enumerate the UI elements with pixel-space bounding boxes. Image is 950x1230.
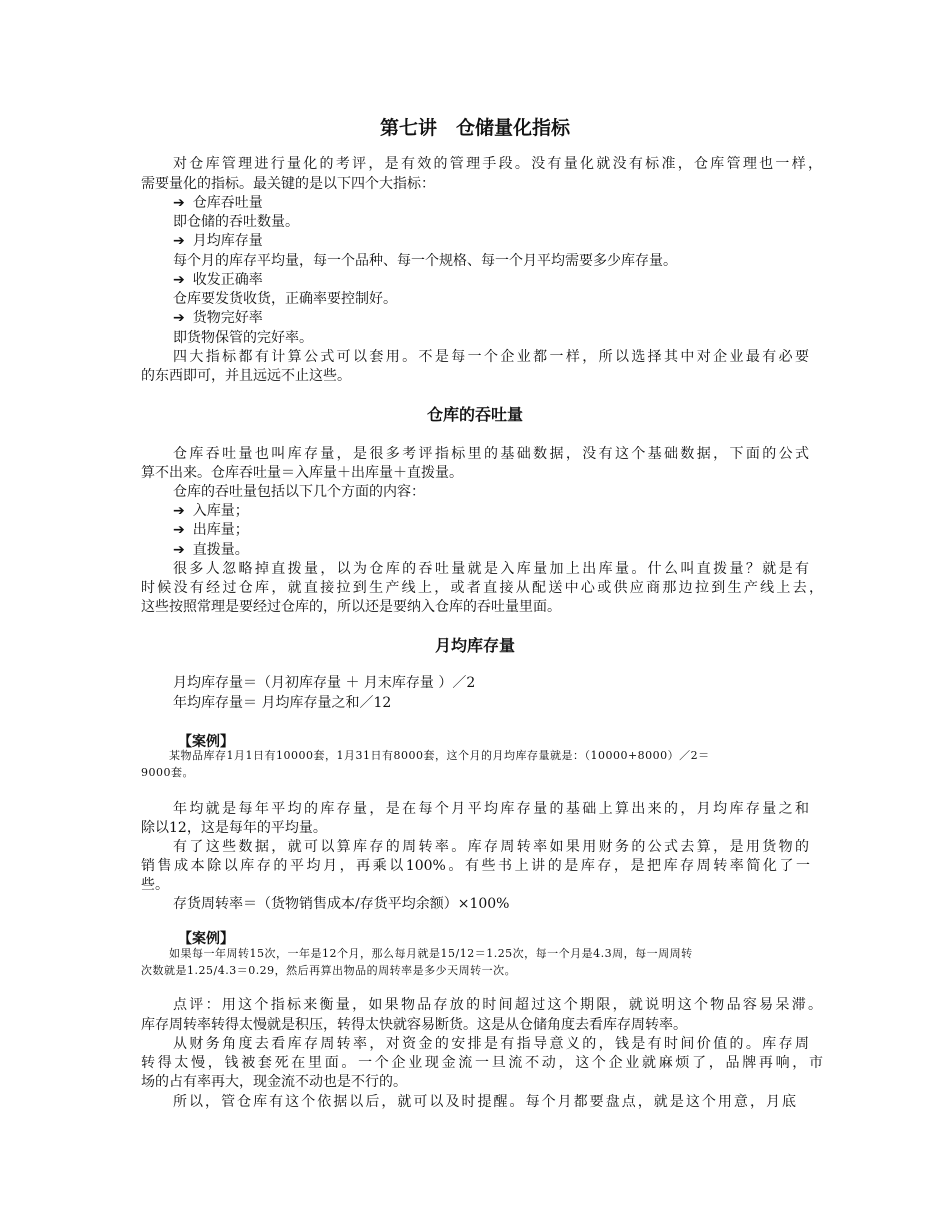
paragraph-line: 场的占有率再大，现金流不动也是不行的。 <box>141 1074 407 1090</box>
intro-summary: 四大指标都有计算公式可以套用。不是每一个企业都一样，所以选择其中对企业最有必要 <box>173 349 809 365</box>
bullet-label: 出库量； <box>192 522 249 538</box>
case-label: 【案例】 <box>178 931 234 947</box>
arrow-right-icon: ➔ <box>173 233 185 249</box>
paragraph-line: 时候没有经过仓库，就直接拉到生产线上，或者直接从配送中心或供应商那边拉到生产线上去， <box>141 580 823 596</box>
bullet-label: 仓库吞吐量 <box>192 195 263 211</box>
arrow-right-icon: ➔ <box>173 503 185 519</box>
intro-line: 对仓库管理进行量化的考评，是有效的管理手段。没有量化就没有标准，仓库管理也一样， <box>173 156 822 172</box>
bullet-item <box>173 232 263 251</box>
bullet-label: 月均库存量 <box>192 233 263 249</box>
arrow-right-icon: ➔ <box>173 195 185 211</box>
case-text: 9000套。 <box>141 766 194 779</box>
case-label: 【案例】 <box>178 734 234 750</box>
bullet-desc: 每个月的库存平均量，每一个品种、每一个规格、每一个月平均需要多少库存量。 <box>173 253 677 269</box>
case-text: 某物品库存1月1日有10000套，1月31日有8000套，这个月的月均库存量就是：（10000+8000）／2＝ <box>169 749 710 762</box>
paragraph-line: 些。 <box>141 877 169 893</box>
bullet-desc: 即仓储的吞吐数量。 <box>173 214 299 230</box>
arrow-right-icon: ➔ <box>173 542 185 558</box>
bullet-label: 收发正确率 <box>192 272 263 288</box>
paragraph-line: 有了这些数据，就可以算库存的周转率。库存周转率如果用财务的公式去算，是用货物的 <box>173 839 809 855</box>
arrow-right-icon: ➔ <box>173 272 185 288</box>
formula-line: 月均库存量＝（月初库存量 ＋ 月末库存量 ）／2 <box>173 675 476 691</box>
section-heading-throughput: 仓库的吞吐量 <box>426 405 523 424</box>
paragraph-line: 年均就是每年平均的库存量，是在每个月平均库存量的基础上算出来的，月均库存量之和 <box>173 801 809 817</box>
paragraph-line: 这些按照常理是要经过仓库的，所以还是要纳入仓库的吞吐量里面。 <box>141 599 561 615</box>
paragraph-line: 很多人忽略掉直拨量，以为仓库的吞吐量就是入库量加上出库量。什么叫直拨量？就是有 <box>173 561 809 577</box>
section-heading-monthly-stock: 月均库存量 <box>434 636 515 655</box>
arrow-right-icon: ➔ <box>173 522 185 538</box>
page-title: 第七讲 仓储量化指标 <box>379 117 570 139</box>
bullet-desc: 即货物保管的完好率。 <box>173 330 313 346</box>
paragraph-line: 库存周转率转得太慢就是积压，转得太快就容易断货。这是从仓储角度去看库存周转率。 <box>141 1017 687 1033</box>
bullet-item <box>173 521 249 540</box>
arrow-right-icon: ➔ <box>173 310 185 326</box>
bullet-desc: 仓库要发货收货，正确率要控制好。 <box>173 291 397 307</box>
intro-line: 需要量化的指标。最关键的是以下四个大指标： <box>141 176 435 192</box>
bullet-label: 货物完好率 <box>192 310 263 326</box>
case-text: 如果每一年周转15次，一年是12个月，那么每月就是15/12＝1.25次，每一个月是4.3周，每一周周转 <box>169 947 693 960</box>
paragraph-line: 仓库的吞吐量包括以下几个方面的内容： <box>173 484 425 500</box>
paragraph-line: 算不出来。仓库吞吐量＝入库量＋出库量＋直拨量。 <box>141 465 463 481</box>
bullet-item <box>173 194 263 213</box>
paragraph-line: 所以，管仓库有这个依据以后，就可以及时提醒。每个月都要盘点，就是这个用意，月底 <box>173 1094 796 1110</box>
paragraph-line: 点评：用这个指标来衡量，如果物品存放的时间超过这个期限，就说明这个物品容易呆滞。 <box>173 997 822 1013</box>
bullet-item <box>173 271 263 290</box>
bullet-label: 入库量； <box>192 503 249 519</box>
formula-line: 年均库存量＝ 月均库存量之和／12 <box>173 695 392 711</box>
paragraph-line: 销售成本除以库存的平均月，再乘以100%。有些书上讲的是库存，是把库存周转率简化了一 <box>141 858 810 874</box>
paragraph-line: 仓库吞吐量也叫库存量，是很多考评指标里的基础数据，没有这个基础数据，下面的公式 <box>173 446 809 462</box>
bullet-item <box>173 541 249 560</box>
formula-line: 存货周转率＝（货物销售成本/存货平均余额）×100% <box>173 896 510 912</box>
case-text: 次数就是1.25/4.3＝0.29，然后再算出物品的周转率是多少天周转一次。 <box>141 964 517 977</box>
bullet-item <box>173 502 249 521</box>
bullet-item <box>173 309 263 328</box>
bullet-label: 直拨量。 <box>192 542 249 558</box>
paragraph-line: 转得太慢，钱被套死在里面。一个企业现金流一旦流不动，这个企业就麻烦了，品牌再响，市 <box>141 1055 823 1071</box>
paragraph-line: 从财务角度去看库存周转率，对资金的安排是有指导意义的，钱是有时间价值的。库存周 <box>173 1036 809 1052</box>
intro-summary: 的东西即可，并且远远不止这些。 <box>141 368 351 384</box>
paragraph-line: 除以12，这是每年的平均量。 <box>141 820 327 836</box>
